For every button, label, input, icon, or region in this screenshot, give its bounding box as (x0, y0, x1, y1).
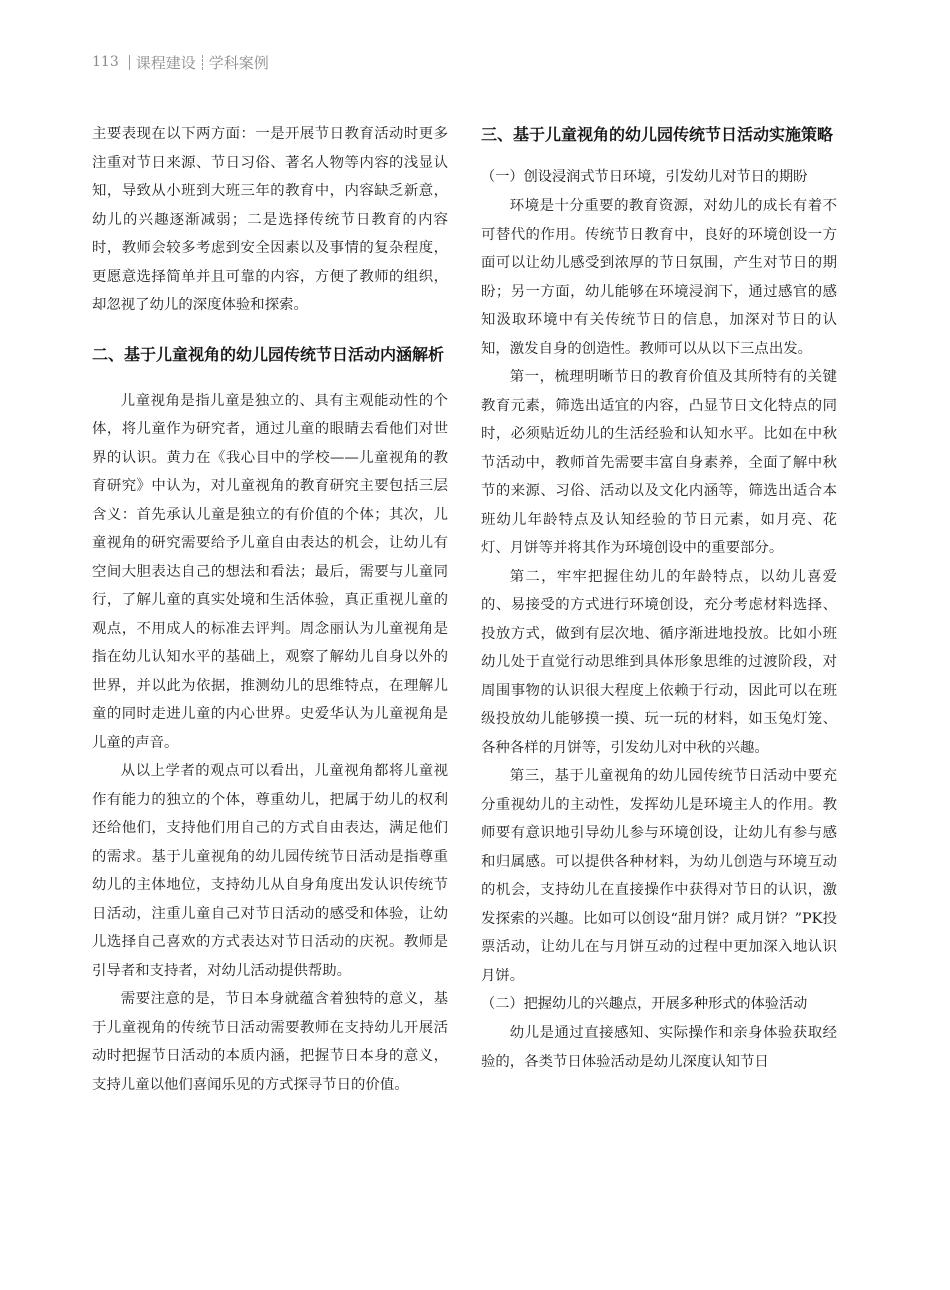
paragraph: 第二，牢牢把握住幼儿的年龄特点，以幼儿喜爱的、易接受的方式进行环境创设，充分考虑材料选择、投放方式，做到有层次地、循序渐进地投放。比如小班幼儿处于直觉行动思维到具体形象思维的过渡阶段，对周围事物的认识很大程度上依赖于行动，因此可以在班级投放幼儿能够摸一摸、玩一玩的材料，如玉兔灯笼、各种各样的月饼等，引发幼儿对中秋的兴趣。 (481, 568, 837, 756)
paragraph: 环境是十分重要的教育资源，对幼儿的成长有着不可替代的作用。传统节日教育中，良好的环境创设一方面可以让幼儿感受到浓厚的节日氛围，产生对节日的期盼；另一方面，幼儿能够在环境浸润下，通过感官的感知汲取环境中有关传统节日的信息，加深对节日的认知，激发自身的创造性。教师可以从以下三点出发。 (481, 198, 837, 357)
header-divider (129, 55, 130, 70)
running-header (92, 50, 269, 74)
section-heading-3: 三、基于儿童视角的幼儿园传统节日活动实施策略 (481, 125, 834, 144)
paragraph: 第三，基于儿童视角的幼儿园传统节日活动中要充分重视幼儿的主动性，发挥幼儿是环境主人的作用。教师要有意识地引导幼儿参与环境创设，让幼儿有参与感和归属感。可以提供各种材料，为幼儿创造与环境互动的机会，支持幼儿在直接操作中获得对节日的认识，激发探索的兴趣。比如可以创设“甜月饼？咸月饼？”PK投票活动，让幼儿在与月饼互动的过程中更加深入地认识月饼。 (481, 768, 837, 984)
paragraph: 从以上学者的观点可以看出，儿童视角都将儿童视作有能力的独立的个体，尊重幼儿，把属于幼儿的权利还给他们，支持他们用自己的方式自由表达，满足他们的需求。基于儿童视角的幼儿园传统节日活动是指尊重幼儿的主体地位，支持幼儿从自身角度出发认识传统节日活动，注重儿童自己对节日活动的感受和体验，让幼儿选择自己喜欢的方式表达对节日活动的庆祝。教师是引导者和支持者，对幼儿活动提供帮助。 (92, 763, 448, 979)
paragraph: 第一，梳理明晰节日的教育价值及其所特有的关键教育元素，筛选出适宜的内容，凸显节日文化特点的同时，必须贴近幼儿的生活经验和认知水平。比如在中秋节活动中，教师首先需要丰富自身素养，全面了解中秋节的来源、习俗、活动以及文化内涵等，筛选出适合本班幼儿年龄特点及认知经验的节日元素，如月亮、花灯、月饼等并将其作为环境创设中的重要部分。 (481, 369, 837, 556)
header-subsection: 学科案例 (208, 53, 269, 72)
paragraph: 儿童视角是指儿童是独立的、具有主观能动性的个体，将儿童作为研究者，通过儿童的眼睛去看他们对世界的认识。黄力在《我心目中的学校——儿童视角的教育研究》中认为，对儿童视角的教育研究主要包括三层含义：首先承认儿童是独立的有价值的个体；其次，儿童视角的研究需要给予儿童自由表达的机会，让幼儿有空间大胆表达自己的想法和看法；最后，需要与儿童同行，了解儿童的真实处境和生活体验，真正重视儿童的观点，不用成人的标准去评判。周念丽认为儿童视角是指在幼儿认知水平的基础上，观察了解幼儿自身以外的世界，并以此为依据，推测幼儿的思维特点，在理解儿童的同时走进儿童的内心世界。史爱华认为儿童视角是儿童的声音。 (92, 392, 448, 751)
header-section: 课程建设 (135, 53, 196, 72)
subheading-1: （一）创设浸润式节日环境，引发幼儿对节日的期盼 (481, 169, 808, 185)
header-dashed-divider (202, 55, 203, 70)
paragraph: 幼儿是通过直接感知、实际操作和亲身体验获取经验的，各类节日体验活动是幼儿深度认知节日 (481, 1025, 837, 1070)
left-column (92, 120, 448, 1099)
subheading-2: （二）把握幼儿的兴趣点，开展多种形式的体验活动 (481, 996, 808, 1012)
paragraph: 主要表现在以下两方面：一是开展节日教育活动时更多注重对节日来源、节日习俗、著名人物等内容的浅显认知，导致从小班到大班三年的教育中，内容缺乏新意，幼儿的兴趣逐渐减弱；二是选择传统节日教育的内容时，教师会较多考虑到安全因素以及事情的复杂程度，更愿意选择简单并且可靠的内容，方便了教师的组织，却忽视了幼儿的深度体验和探索。 (92, 126, 448, 313)
page-number: 113 (92, 54, 119, 70)
right-column (481, 120, 837, 1076)
section-heading-2: 二、基于儿童视角的幼儿园传统节日活动内涵解析 (92, 344, 445, 364)
paragraph: 需要注意的是，节日本身就蕴含着独特的意义，基于儿童视角的传统节日活动需要教师在支持幼儿开展活动时把握节日活动的本质内涵，把握节日本身的意义，支持儿童以他们喜闻乐见的方式探寻节日的价值。 (92, 991, 448, 1093)
